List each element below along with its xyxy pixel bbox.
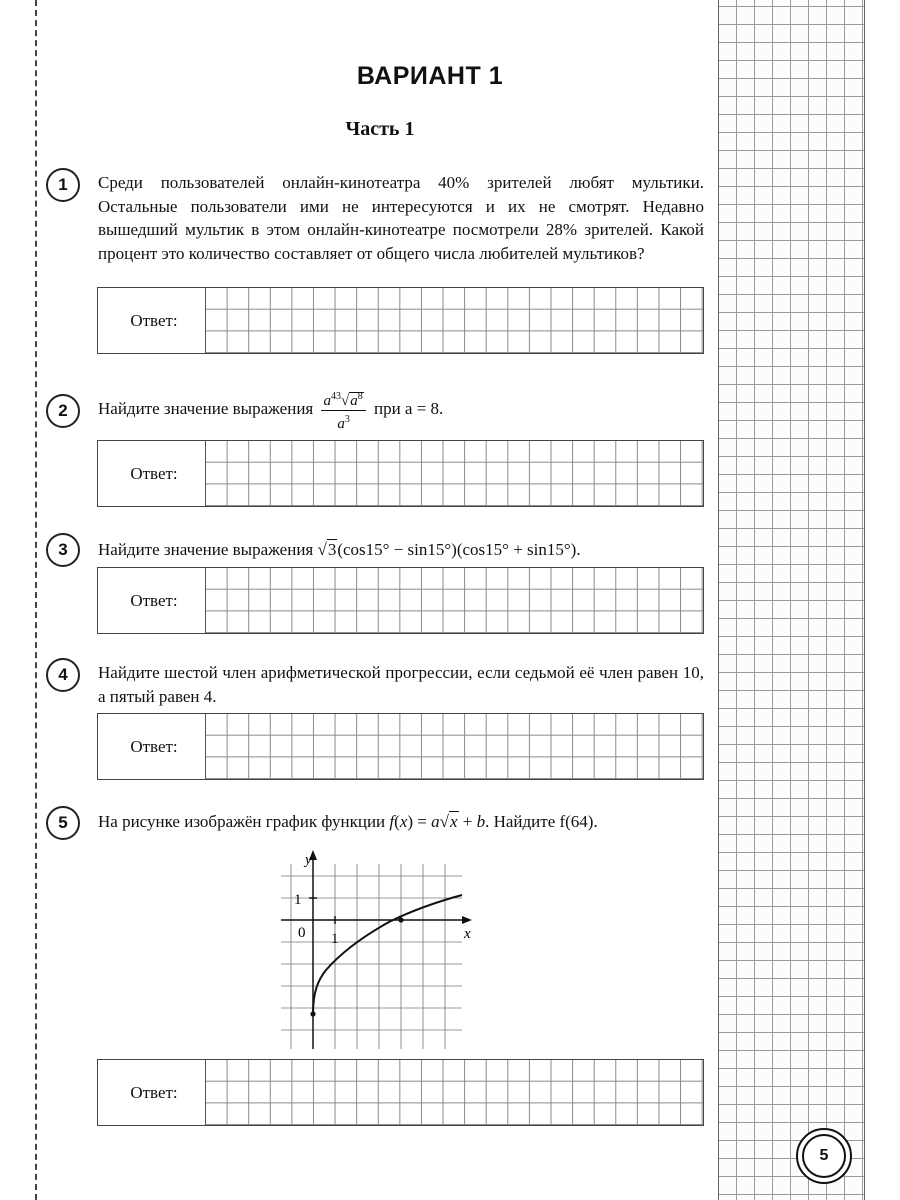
answer-grid[interactable] (205, 441, 703, 506)
task-5-answer-box[interactable] (97, 1059, 704, 1126)
task-3-text: Найдите значение выражения √3(cos15° − sin15°)(cos15° + sin15°). (98, 540, 581, 559)
answer-label: Ответ: (130, 590, 178, 610)
variant-title: ВАРИАНТ 1 (356, 62, 504, 90)
answer-grid[interactable] (205, 1060, 703, 1125)
answer-label: Ответ: (130, 1082, 178, 1102)
curve-x-intercept-point (398, 917, 403, 922)
answer-grid[interactable] (205, 568, 703, 633)
page-number-badge (796, 1128, 852, 1184)
task-5-text (98, 810, 704, 834)
task-5-number: 5 (46, 806, 80, 840)
origin-label: 0 (298, 925, 306, 941)
task-5-text-after: . Найдите f(64). (485, 812, 598, 831)
answer-grid[interactable] (205, 714, 703, 779)
task-2-number: 2 (46, 394, 80, 428)
task-4-answer-box[interactable] (97, 713, 704, 780)
y-tick-label: 1 (294, 892, 302, 908)
task-1-text: Среди пользователей онлайн-кинотеатра 40% зрителей любят мультики. Остальные пользователи ими не интересуются и их не смотрят. Недавно вышедший мультик в этом онлайн-кинотеатре посмотрели 28% зрителей. Какой процент это количество составляет от общего числа любителей мультиков? (98, 173, 704, 263)
task-2-text (98, 386, 704, 433)
fraction-denominator: $a^3$ (337, 413, 350, 432)
x-axis-arrow (462, 916, 472, 924)
fraction-numerator: $a^{43}√a^8$ (321, 388, 365, 411)
task-2-text-after: при a = 8. (373, 399, 444, 418)
function-graph (270, 846, 480, 1056)
answer-label: Ответ: (130, 736, 178, 756)
task-4-number: 4 (46, 658, 80, 692)
task-2-fraction (321, 388, 365, 433)
x-axis-label: x (464, 926, 471, 942)
task-2-answer-box[interactable] (97, 440, 704, 507)
graph-grid (281, 864, 462, 1049)
task-3-expression: (cos15° − sin15°)(cos15° + sin15°) (337, 540, 577, 559)
task-2-text-before: Найдите значение выражения (98, 399, 314, 418)
cut-line (35, 0, 37, 1200)
y-axis-label: y (305, 852, 312, 868)
answer-grid[interactable] (205, 288, 703, 353)
task-3-number: 3 (46, 533, 80, 567)
curve-start-point (310, 1011, 315, 1016)
margin-grid (718, 0, 865, 1200)
task-5-function-formula: f(x) = a√x + b (389, 812, 486, 831)
task-1-number: 1 (46, 168, 80, 202)
sqrt-3: √3 (317, 540, 337, 559)
task-4-text: Найдите шестой член арифметической прогрессии, если седьмой её член равен 10, а пятый равен 4. (98, 663, 704, 706)
answer-label: Ответ: (130, 463, 178, 483)
answer-label: Ответ: (130, 310, 178, 330)
task-3-answer-box[interactable] (97, 567, 704, 634)
part-title: Часть 1 (345, 118, 415, 140)
x-tick-label: 1 (331, 931, 339, 947)
task-3-text-before: Найдите значение выражения (98, 540, 314, 559)
task-5-text-before: На рисунке изображён график функции (98, 812, 386, 831)
page-number: 5 (802, 1134, 846, 1178)
task-1-answer-box[interactable] (97, 287, 704, 354)
